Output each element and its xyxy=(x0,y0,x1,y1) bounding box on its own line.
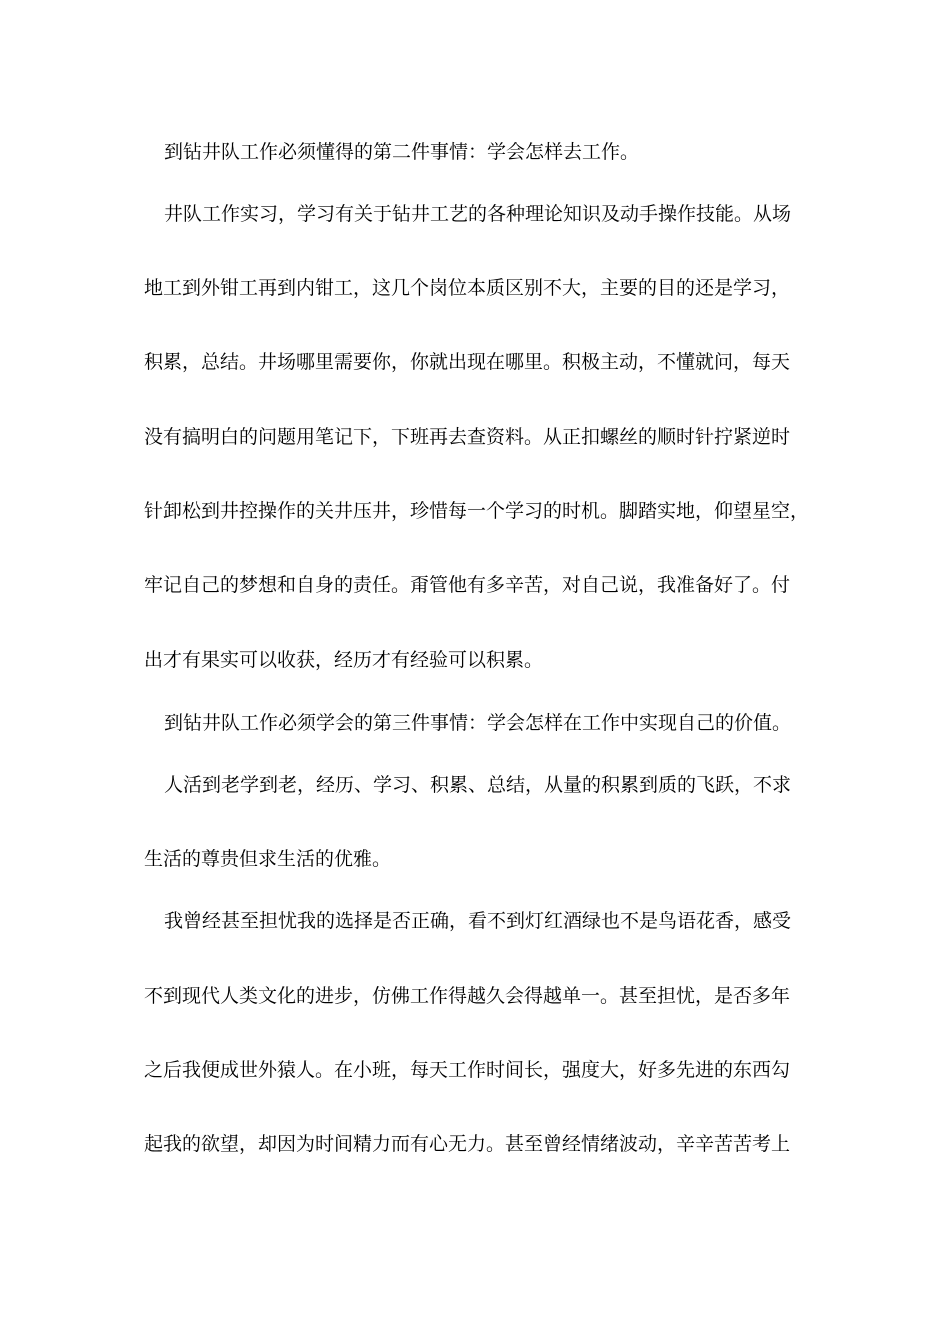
text-line: 没有搞明白的问题用笔记下，下班再去查资料。从正扣螺丝的顺时针拧紧逆时 xyxy=(144,426,791,448)
text-line: 针卸松到井控操作的关井压井，珍惜每一个学习的时机。脚踏实地，仰望星空， xyxy=(144,500,810,522)
text-line: 我曾经甚至担忧我的选择是否正确，看不到灯红酒绿也不是鸟语花香，感受 xyxy=(164,910,792,932)
text-line: 不到现代人类文化的进步，仿佛工作得越久会得越单一。甚至担忧，是否多年 xyxy=(144,985,791,1007)
text-line: 牢记自己的梦想和自身的责任。甭管他有多辛苦，对自己说，我准备好了。付 xyxy=(144,574,791,596)
text-line: 之后我便成世外猿人。在小班，每天工作时间长，强度大，好多先进的东西勾 xyxy=(144,1059,791,1081)
text-line: 到钻井队工作必须学会的第三件事情：学会怎样在工作中实现自己的价值。 xyxy=(164,712,792,734)
text-line: 井队工作实习，学习有关于钻井工艺的各种理论知识及动手操作技能。从场 xyxy=(164,203,792,225)
text-line: 地工到外钳工再到内钳工，这几个岗位本质区别不大，主要的目的还是学习， xyxy=(144,277,791,299)
text-line: 人活到老学到老，经历、学习、积累、总结，从量的积累到质的飞跃，不求 xyxy=(164,774,792,796)
text-line: 到钻井队工作必须懂得的第二件事情：学会怎样去工作。 xyxy=(164,141,640,163)
text-line: 积累，总结。井场哪里需要你，你就出现在哪里。积极主动，不懂就问，每天 xyxy=(144,351,791,373)
text-line: 起我的欲望，却因为时间精力而有心无力。甚至曾经情绪波动，辛辛苦苦考上 xyxy=(144,1133,791,1155)
text-line: 出才有果实可以收获，经历才有经验可以积累。 xyxy=(144,649,544,671)
text-line: 生活的尊贵但求生活的优雅。 xyxy=(144,848,392,870)
